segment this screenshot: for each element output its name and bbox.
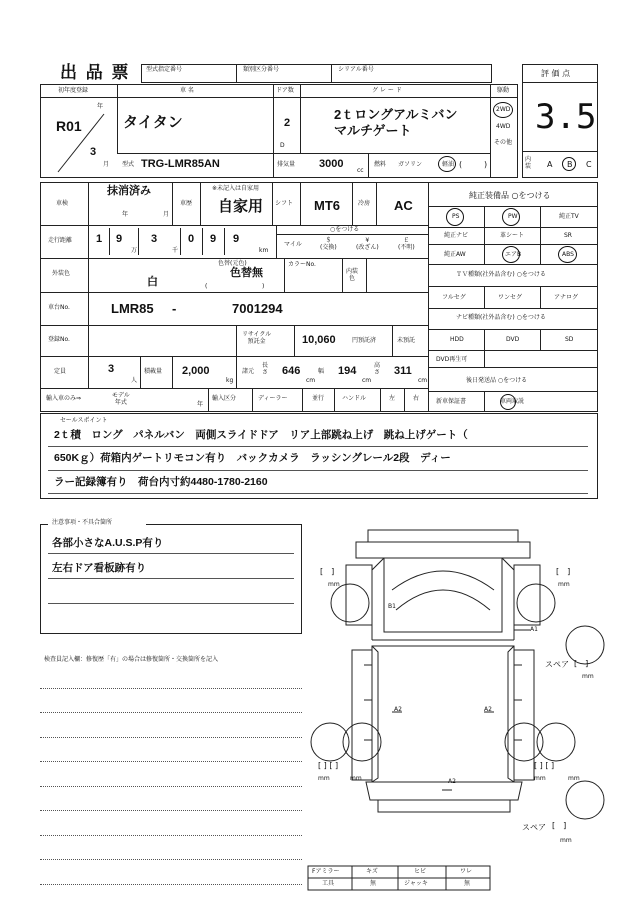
color-paren-close: ) <box>262 283 265 290</box>
height-label: 高さ <box>374 362 381 376</box>
tv-oneseg: ワンセグ <box>498 294 523 301</box>
mm-front-left: mm <box>328 581 340 588</box>
month-unit: 月 <box>103 161 110 168</box>
rear-left-bracket: [ ] [ ] <box>318 761 339 770</box>
spare-label-2: スペア <box>522 823 546 832</box>
mm-rear-left-1: mm <box>318 775 330 782</box>
chassis-dash: - <box>172 301 177 316</box>
year-unit: 年 <box>97 103 104 110</box>
cc-unit: cc <box>357 167 364 174</box>
equip-ps: PS <box>452 213 460 220</box>
color-no-label: カラーNo. <box>288 261 316 268</box>
mileage-label: 走行距離 <box>48 237 73 244</box>
equipment-title: 純正装備品 ○をつける <box>469 191 551 200</box>
recycle-label: リサイクル 預託金 <box>242 331 272 346</box>
equip-sr: SR <box>564 232 572 239</box>
length-label: 長さ <box>262 362 269 376</box>
notes-line1: 各部小さなA.U.S.P有り <box>52 537 164 549</box>
ext-color-label: 外装色 <box>52 270 71 277</box>
drive-label: 駆動 <box>497 87 510 94</box>
chassis-prefix: LMR85 <box>111 301 154 316</box>
load-label: 積載量 <box>144 368 163 375</box>
mile-fumei: ￡ (不明) <box>398 237 415 252</box>
import-right: 右 <box>413 395 420 402</box>
first-reg-label: 初年度登録 <box>58 87 89 94</box>
score-label: 評 価 点 <box>541 69 571 78</box>
shift-label: シフト <box>275 200 294 207</box>
legend-tools: 工具 <box>322 880 335 887</box>
doors-value: 2 <box>284 117 291 129</box>
capacity-value: 3 <box>108 363 115 375</box>
capacity-unit: 人 <box>131 377 138 384</box>
serial-label: シリアル番号 <box>338 66 374 73</box>
width-label: 幅 <box>318 368 325 375</box>
tv-fullseg: フルセグ <box>442 294 466 301</box>
car-name-label: 車 名 <box>180 87 194 94</box>
sheet-title: 出 品 票 <box>60 63 131 82</box>
fuel-label: 燃料 <box>374 161 387 168</box>
doors-unit: D <box>280 142 285 149</box>
legend-ware: ワレ <box>460 868 473 875</box>
load-value: 2,000 <box>182 365 210 377</box>
usage-note: ※未記入は自家用 <box>212 185 260 192</box>
spare2-bracket: [ ] <box>552 821 567 830</box>
mileage-digit-4: 0 <box>188 233 195 245</box>
mm-spare-1: mm <box>582 673 594 680</box>
model-value: TRG-LMR85AN <box>141 158 220 170</box>
dvd-playable: DVD再生可 <box>436 356 468 363</box>
tv-analog: アナログ <box>554 294 579 301</box>
mm-front-right: mm <box>558 581 570 588</box>
ext-color-value: 白 <box>147 276 158 288</box>
doors-label: ドア数 <box>276 87 294 94</box>
later-title: 後日発送品 ○をつける <box>466 377 528 384</box>
model-year-label: モデル 年式 <box>112 392 130 407</box>
mileage-digit-1: 1 <box>96 233 103 245</box>
length-value: 646 <box>282 365 301 377</box>
interior-a: A <box>547 160 553 169</box>
tv-title: ＴＶ種類(社外品含む) ○をつける <box>456 271 546 278</box>
diagram-a2-bottom: A2 <box>448 778 456 785</box>
sales-point-line3: ラー記録簿有り 荷台内寸約4480-1780-2160 <box>54 476 268 488</box>
sen-unit: 千 <box>172 247 179 254</box>
notes-line2: 左右ドア看板跡有り <box>52 562 147 574</box>
recycle-not: 未預託 <box>397 337 416 344</box>
diagram-a2-right: A2 <box>484 706 492 713</box>
mile-koukan: ＄ (交換) <box>320 237 337 252</box>
color-change-label: 色替(元色) <box>218 260 247 267</box>
km-unit: km <box>259 247 269 254</box>
displacement-value: 3000 <box>319 158 344 170</box>
mile-kaizan: ¥ (改ざん) <box>356 237 379 252</box>
equip-airbag: エアB <box>505 251 522 258</box>
navi-dvd: DVD <box>506 336 520 343</box>
grade-line1: 2ｔロングアルミバン <box>334 107 458 122</box>
legend-kizu: キズ <box>366 868 378 875</box>
import-kubun: 輸入区分 <box>212 395 237 402</box>
chassis-number: 7001294 <box>232 301 283 316</box>
grade-line2: マルチゲート <box>334 123 412 138</box>
model-label: 型式 <box>122 161 135 168</box>
height-value: 311 <box>394 365 412 377</box>
shaken-gatsu: 月 <box>163 211 170 218</box>
legend-tools-value: 無 <box>370 880 377 887</box>
shaken-label: 車検 <box>56 200 69 207</box>
equip-abs: ABS <box>562 251 574 258</box>
katashiki-label: 型式指定番号 <box>146 66 183 73</box>
color-change-value: 色替無 <box>230 267 263 279</box>
int-color-label: 内装 色 <box>346 268 359 283</box>
mm-rear-left-2: mm <box>350 775 362 782</box>
sales-point-line2: 650Kｇ）荷箱内ゲートリモコン有り バックカメラ ラッシングレール2段 ディー <box>54 452 451 464</box>
mileage-digit-3: 3 <box>151 233 158 245</box>
shaken-nen: 年 <box>122 211 129 218</box>
width-cm: cm <box>362 377 372 384</box>
import-handle: ハンドル <box>342 395 367 402</box>
man-unit: 万 <box>131 247 138 254</box>
navi-title: ナビ種類(社外品含む) ○をつける <box>456 314 546 321</box>
import-dealer: ディーラー <box>258 395 288 402</box>
color-paren-open: ( <box>205 283 208 290</box>
load-unit: kg <box>226 377 234 384</box>
fuel-paren-open: ( <box>459 160 463 169</box>
drive-other: その他 <box>494 139 513 146</box>
shift-value: MT6 <box>314 198 340 213</box>
chassis-label: 車台No. <box>48 304 70 311</box>
import-label: 輸入車のみ⇒ <box>46 395 82 402</box>
equip-aw: 純正AW <box>444 251 466 258</box>
fuel-gasoline: ガソリン <box>398 161 423 168</box>
interior-b: B <box>567 160 573 169</box>
import-left: 左 <box>389 395 396 402</box>
spare-label-1: スペア <box>545 660 569 669</box>
mileage-digit-6: 9 <box>233 233 240 245</box>
fuel-diesel: 軽油 <box>442 161 455 168</box>
sales-point-line1: 2ｔ積 ロング パネルバン 両側スライドドア リア上部跳ね上げ 跳ね上げゲート（ <box>54 429 468 441</box>
front-left-bracket: [ ] <box>320 567 335 576</box>
mile-label: マイル <box>284 241 302 248</box>
legend-hibi: ヒビ <box>414 868 427 875</box>
score-value: 3.5 <box>535 97 597 137</box>
aircon-value: AC <box>394 198 413 213</box>
dims-label: 諸元 <box>242 368 255 375</box>
diagram-a2-left: A2 <box>394 706 402 713</box>
first-reg-month: 3 <box>90 146 97 158</box>
later-warranty: 新車保証書 <box>436 398 467 405</box>
diagram-b1: B1 <box>388 603 396 610</box>
legend-jack-value: 無 <box>464 880 471 887</box>
usage-value: 自家用 <box>218 198 264 215</box>
width-value: 194 <box>338 365 357 377</box>
import-parallel: 並行 <box>312 395 325 402</box>
spare1-bracket: [ ] <box>574 659 589 668</box>
diagram-a1: A1 <box>530 626 538 633</box>
import-nen: 年 <box>197 401 204 408</box>
equip-navi: 純正ナビ <box>444 232 469 239</box>
rear-right-bracket: [ ] [ ] <box>534 761 555 770</box>
ruibetsu-label: 類別区分番号 <box>243 66 280 73</box>
recycle-unit: 円預託済 <box>352 337 377 344</box>
length-cm: cm <box>306 377 316 384</box>
grade-label: グ レ ー ド <box>372 87 402 94</box>
mm-rear-right-2: mm <box>568 775 580 782</box>
later-manual: 車両取説 <box>500 398 525 405</box>
mile-maru: ○をつける <box>330 226 360 233</box>
equip-pw: PW <box>508 213 518 220</box>
fuel-paren-close: ) <box>484 160 488 169</box>
interior-c: C <box>586 160 592 169</box>
equip-tv: 純正TV <box>559 213 579 220</box>
legend-mirror: Fアミラー <box>312 868 340 875</box>
capacity-label: 定員 <box>54 368 67 375</box>
interior-label: 内装 <box>525 156 532 170</box>
displacement-label: 排気量 <box>277 161 296 168</box>
navi-sd: SD <box>565 336 574 343</box>
legend-jack: ジャッキ <box>404 880 428 887</box>
sales-point-label: セールスポイント <box>60 417 108 424</box>
drive-2wd: 2WD <box>496 106 511 113</box>
front-right-bracket: [ ] <box>556 567 571 576</box>
shaken-value: 抹消済み <box>107 185 151 197</box>
inspector-note: 検査員記入欄：修復歴「有」の場合は修復箇所・交換箇所を記入 <box>44 656 219 663</box>
navi-hdd: HDD <box>450 336 464 343</box>
car-name-value: タイタン <box>123 114 183 131</box>
first-reg-year: R01 <box>56 118 82 134</box>
mm-spare-2: mm <box>560 837 572 844</box>
mileage-digit-5: 9 <box>210 233 217 245</box>
usage-label: 車歴 <box>180 200 193 207</box>
equip-leather: 革シート <box>500 232 525 239</box>
mileage-digit-2: 9 <box>116 233 123 245</box>
drive-4wd: 4WD <box>496 123 511 130</box>
reg-label: 登録No. <box>48 336 70 343</box>
recycle-value: 10,060 <box>302 334 336 346</box>
aircon-label: 冷房 <box>358 200 371 207</box>
mm-rear-right-1: mm <box>534 775 546 782</box>
notes-label: 注意事項・不具合箇所 <box>52 519 113 526</box>
height-cm: cm <box>418 377 428 384</box>
